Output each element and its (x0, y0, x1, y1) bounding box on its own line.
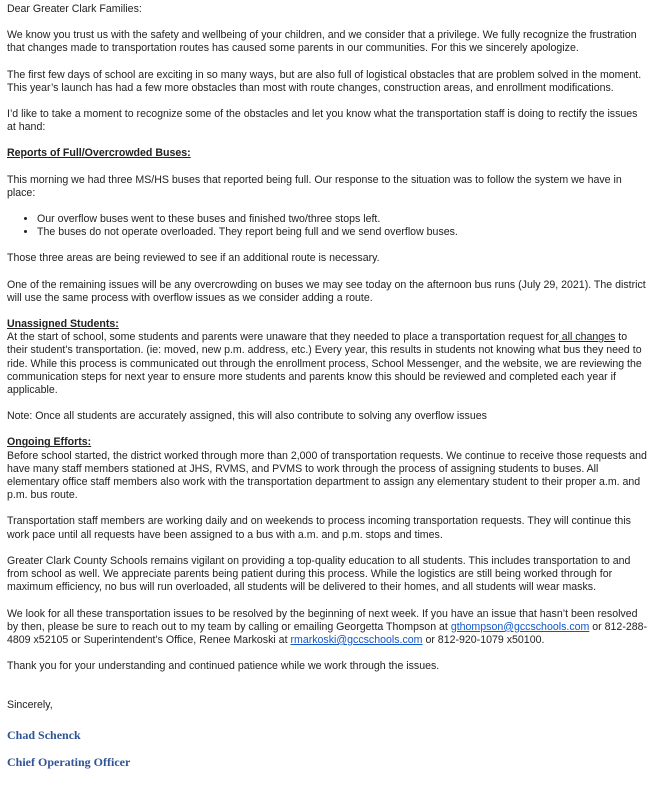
list-item: • Our overflow buses went to these buses and finished two/three stops left. (37, 213, 649, 226)
unassigned-text-a: At the start of school, some students and parents were unaware that they needed to place a transportation request for (7, 331, 559, 344)
greeting: Dear Greater Clark Families: (7, 3, 142, 15)
full-buses-list (7, 213, 649, 239)
ongoing-body: Before school started, the district worked through more than 2,000 of transportation requests. We continue to receive those requests and have many staff members stationed at JHS, RVMS, and PVMS to work through the process of assigning students to buses. All elementary office staff members also work with the transportation department to assign any elementary student to their proper a.m. and p.m. bus route. (7, 449, 647, 502)
contact-text-a: We look for all these transportation issues to be resolved by the beginning of next week. If you have an issue that hasn’t been resolved by then, please be sure to reach out to my team by calling or emailing Georgetta Thompson at (7, 607, 638, 633)
intro-paragraph: We know you trust us with the safety and wellbeing of your children, and we consider that a privilege. We fully recognize the frustration that changes made to transportation routes has caused some parents in our communities. For this we sincerely apologize. (7, 29, 637, 55)
contact-text-c: or 812-920-1079 x50100. (422, 633, 545, 646)
contact-paragraph (7, 608, 649, 648)
signature-title: Chief Operating Officer (7, 754, 131, 769)
contact-text-b: or 812-288-4809 x52105 or Superintendent’s Office, Renee Markoski at (7, 620, 648, 646)
list-item: • The buses do not operate overloaded. They report being full and we send overflow buses. (37, 226, 649, 239)
all-changes-text: all changes (558, 331, 616, 344)
remaining-paragraph: One of the remaining issues will be any overcrowding on buses we may see today on the afternoon bus runs (July 29, 2021). The district will use the same process with overflow issues as we consider adding a route. (7, 278, 646, 304)
email-link-gthompson[interactable]: gthompson@gccschools.com (450, 620, 590, 633)
review-paragraph: Those three areas are being reviewed to see if an additional route is necessary. (7, 252, 380, 265)
thanks-paragraph: Thank you for your understanding and continued patience while we work through the issues. (7, 660, 440, 673)
first-days-paragraph: The first few days of school are exciting in so many ways, but are also full of logistical obstacles that are problem solved in the moment. This year’s launch has had a few more obstacles than most with route changes, construction areas, and enrollment modifications. (7, 68, 642, 94)
closing: Sincerely, (7, 699, 53, 712)
unassigned-heading: Unassigned Students: (7, 318, 119, 331)
full-buses-heading: Reports of Full/Overcrowded Buses: (7, 147, 191, 160)
email-link-rmarkoski[interactable]: rmarkoski@gccschools.com (290, 633, 423, 646)
unassigned-body (7, 331, 649, 397)
recognize-paragraph: I’d like to take a moment to recognize some of the obstacles and let you know what the transportation staff is doing to rectify the issues at hand: (7, 108, 638, 134)
unassigned-text-b: to their student’s transportation. (ie: moved, new p.m. address, etc.) Every year, this results in students not knowing what bus they need to ride. While this process is communicated out through the enrollment process, School Messenger, and the website, we are reviewing the communication steps for next year to ensure more students and parents know this should be reviewed and completed each year if applicable. (7, 331, 642, 397)
signature-name: Chad Schenck (7, 727, 81, 742)
full-buses-body: This morning we had three MS/HS buses that reported being full. Our response to the situation was to follow the system we have in place: (7, 173, 622, 199)
vigilant-paragraph: Greater Clark County Schools remains vigilant on providing a top-quality education to all students. This includes transportation to and from school as well. We appreciate parents being patient during this process. While the logistics are still being worked through for maximum efficiency, no bus will run overloaded, all students will be delivered to their homes, and all students will wear masks. (7, 554, 631, 594)
ongoing-heading: Ongoing Efforts: (7, 436, 92, 449)
staff-paragraph: Transportation staff members are working daily and on weekends to process incoming transportation requests. They will continue this work pace until all requests have been assigned to a bus with a.m. and p.m. stops and times. (7, 515, 631, 541)
note-paragraph: Note: Once all students are accurately assigned, this will also contribute to solving any overflow issues (7, 410, 487, 423)
